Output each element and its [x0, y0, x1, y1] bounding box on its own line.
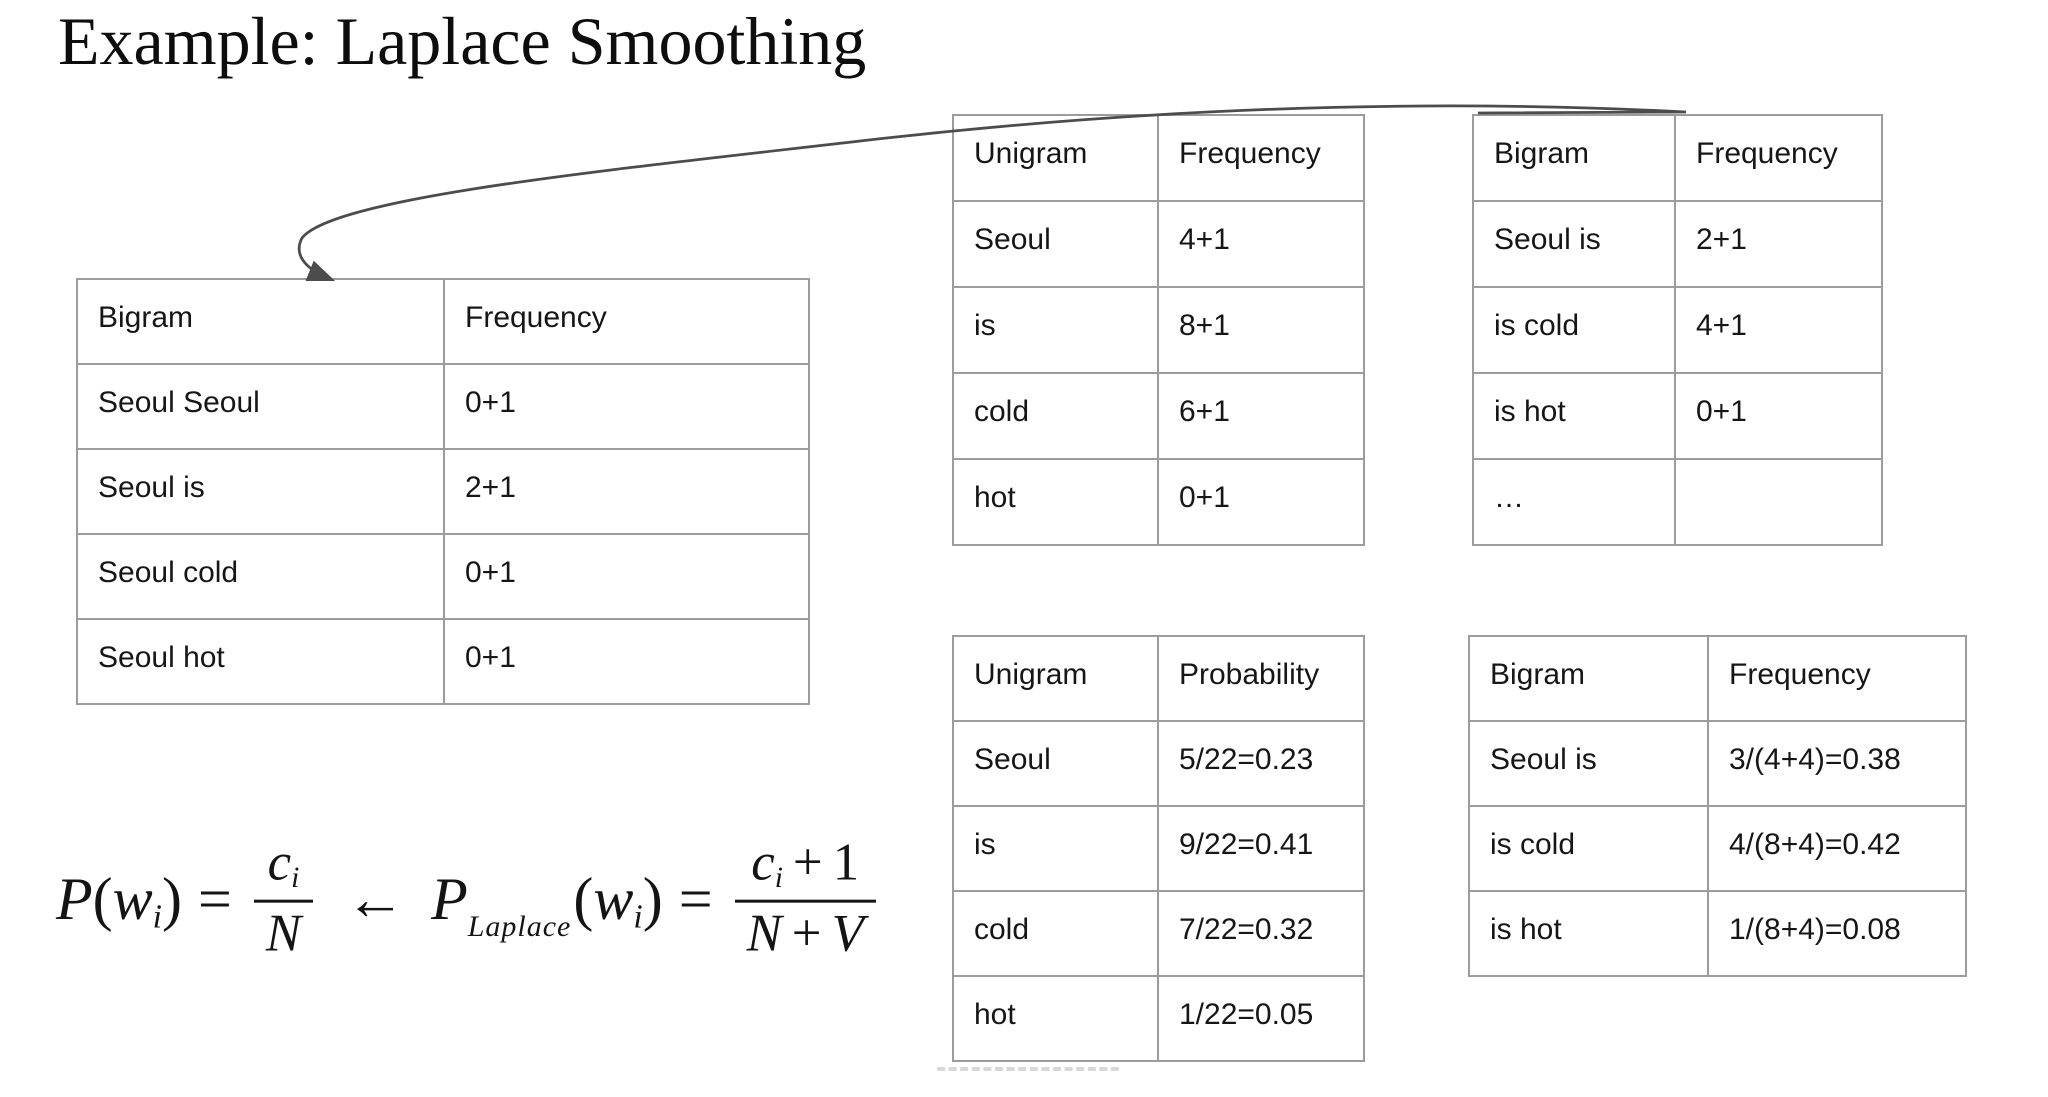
formula-subscript: i: [152, 898, 163, 936]
fraction-ci-plus-1-over-n-plus-v: [735, 833, 876, 964]
table-cell: Seoul Seoul: [77, 364, 444, 449]
table-cell: 1/(8+4)=0.08: [1708, 891, 1966, 976]
table-row: [77, 364, 809, 449]
table-row: [953, 373, 1364, 459]
formula-token: P: [431, 866, 468, 933]
table-row: [77, 449, 809, 534]
formula-token: ): [162, 866, 182, 933]
table-cell: 2+1: [1675, 201, 1882, 287]
table-row: [953, 976, 1364, 1061]
table-cell: is hot: [1473, 373, 1675, 459]
table-row: [953, 287, 1364, 373]
table-row: [1473, 201, 1882, 287]
formula-token: c: [267, 833, 292, 892]
table-header-row: [1473, 115, 1882, 201]
formula-subscript: i: [633, 898, 643, 936]
table-row: [953, 459, 1364, 545]
table-cell: …: [1473, 459, 1675, 545]
table-cell: hot: [953, 459, 1158, 545]
column-header: Unigram: [953, 636, 1158, 721]
table-cell: 0+1: [1158, 459, 1364, 545]
formula-token: 1: [832, 833, 860, 892]
table-cell: 4/(8+4)=0.42: [1708, 806, 1966, 891]
table-cell: Seoul cold: [77, 534, 444, 619]
formula-token: w: [593, 866, 634, 933]
table-row: [1473, 459, 1882, 545]
table-row: [1473, 373, 1882, 459]
column-header: Frequency: [1158, 115, 1364, 201]
plus-sign: +: [792, 833, 823, 892]
table-cell: Seoul is: [77, 449, 444, 534]
table-bigram-smoothed-counts: [1472, 114, 1883, 546]
table-cell: 2+1: [444, 449, 809, 534]
table-row: [1469, 891, 1966, 976]
table-cell: 0+1: [444, 364, 809, 449]
table-cell: 0+1: [444, 619, 809, 704]
table-cell: Seoul: [953, 721, 1158, 806]
formula-token: V: [831, 905, 864, 964]
column-header: Bigram: [77, 279, 444, 364]
table-header-row: [953, 636, 1364, 721]
equals-sign: =: [678, 866, 713, 933]
table-cell: Seoul is: [1473, 201, 1675, 287]
table-cell: Seoul is: [1469, 721, 1708, 806]
table-row: [1469, 806, 1966, 891]
table-bigram-seoul-smoothed-counts: [76, 278, 810, 705]
formula-token: N: [746, 905, 782, 964]
table-cell: is hot: [1469, 891, 1708, 976]
column-header: Bigram: [1473, 115, 1675, 201]
table-cell: 0+1: [444, 534, 809, 619]
table-row: [953, 806, 1364, 891]
formula-token: ): [642, 866, 663, 933]
table-cell: 5/22=0.23: [1158, 721, 1364, 806]
table-header-row: [953, 115, 1364, 201]
plus-sign: +: [791, 905, 822, 964]
table-cell: is cold: [1473, 287, 1675, 373]
table-cell: Seoul: [953, 201, 1158, 287]
table-row: [77, 619, 809, 704]
fraction-ci-over-n: [254, 833, 313, 964]
table-row: [77, 534, 809, 619]
table-row: [953, 891, 1364, 976]
table-cell: 8+1: [1158, 287, 1364, 373]
column-header: Frequency: [1675, 115, 1882, 201]
formula-token: c: [751, 833, 775, 892]
table-cell: 0+1: [1675, 373, 1882, 459]
table-cell: 1/22=0.05: [1158, 976, 1364, 1061]
table-row: [1469, 721, 1966, 806]
column-header: Probability: [1158, 636, 1364, 721]
table-row: [1473, 287, 1882, 373]
table-cell: 4+1: [1675, 287, 1882, 373]
page-title: Example: Laplace Smoothing: [58, 3, 867, 79]
column-header: Frequency: [1708, 636, 1966, 721]
table-cell: is: [953, 806, 1158, 891]
table-cell: is: [953, 287, 1158, 373]
table-header-row: [77, 279, 809, 364]
table-cell: cold: [953, 891, 1158, 976]
table-unigram-smoothed-counts: [952, 114, 1365, 546]
table-cell: 3/(4+4)=0.38: [1708, 721, 1966, 806]
laplace-formula: [56, 833, 882, 969]
column-header: Bigram: [1469, 636, 1708, 721]
column-header: Frequency: [444, 279, 809, 364]
column-header: Unigram: [953, 115, 1158, 201]
table-cell: hot: [953, 976, 1158, 1061]
table-cell: 4+1: [1158, 201, 1364, 287]
formula-token: (: [573, 866, 594, 933]
formula-subscript: i: [774, 862, 783, 895]
table-bigram-probabilities: [1468, 635, 1967, 977]
table-unigram-probabilities: [952, 635, 1365, 1062]
equals-sign: =: [198, 866, 232, 933]
table-cell: cold: [953, 373, 1158, 459]
formula-token: N: [265, 905, 302, 964]
formula-token: w: [112, 866, 153, 933]
left-arrow-symbol: ←: [345, 866, 406, 933]
formula-subscript: i: [291, 862, 300, 895]
table-cell: Seoul hot: [77, 619, 444, 704]
table-header-row: [1469, 636, 1966, 721]
table-row: [953, 201, 1364, 287]
table-cell: is cold: [1469, 806, 1708, 891]
cropped-row-border-fragment: [937, 1067, 1119, 1071]
formula-token: (: [92, 866, 113, 933]
table-cell: 6+1: [1158, 373, 1364, 459]
formula-token: P: [56, 866, 93, 933]
table-row: [953, 721, 1364, 806]
table-cell: 7/22=0.32: [1158, 891, 1364, 976]
table-cell: 9/22=0.41: [1158, 806, 1364, 891]
laplace-subscript: Laplace: [467, 909, 572, 943]
table-cell: [1675, 459, 1882, 545]
